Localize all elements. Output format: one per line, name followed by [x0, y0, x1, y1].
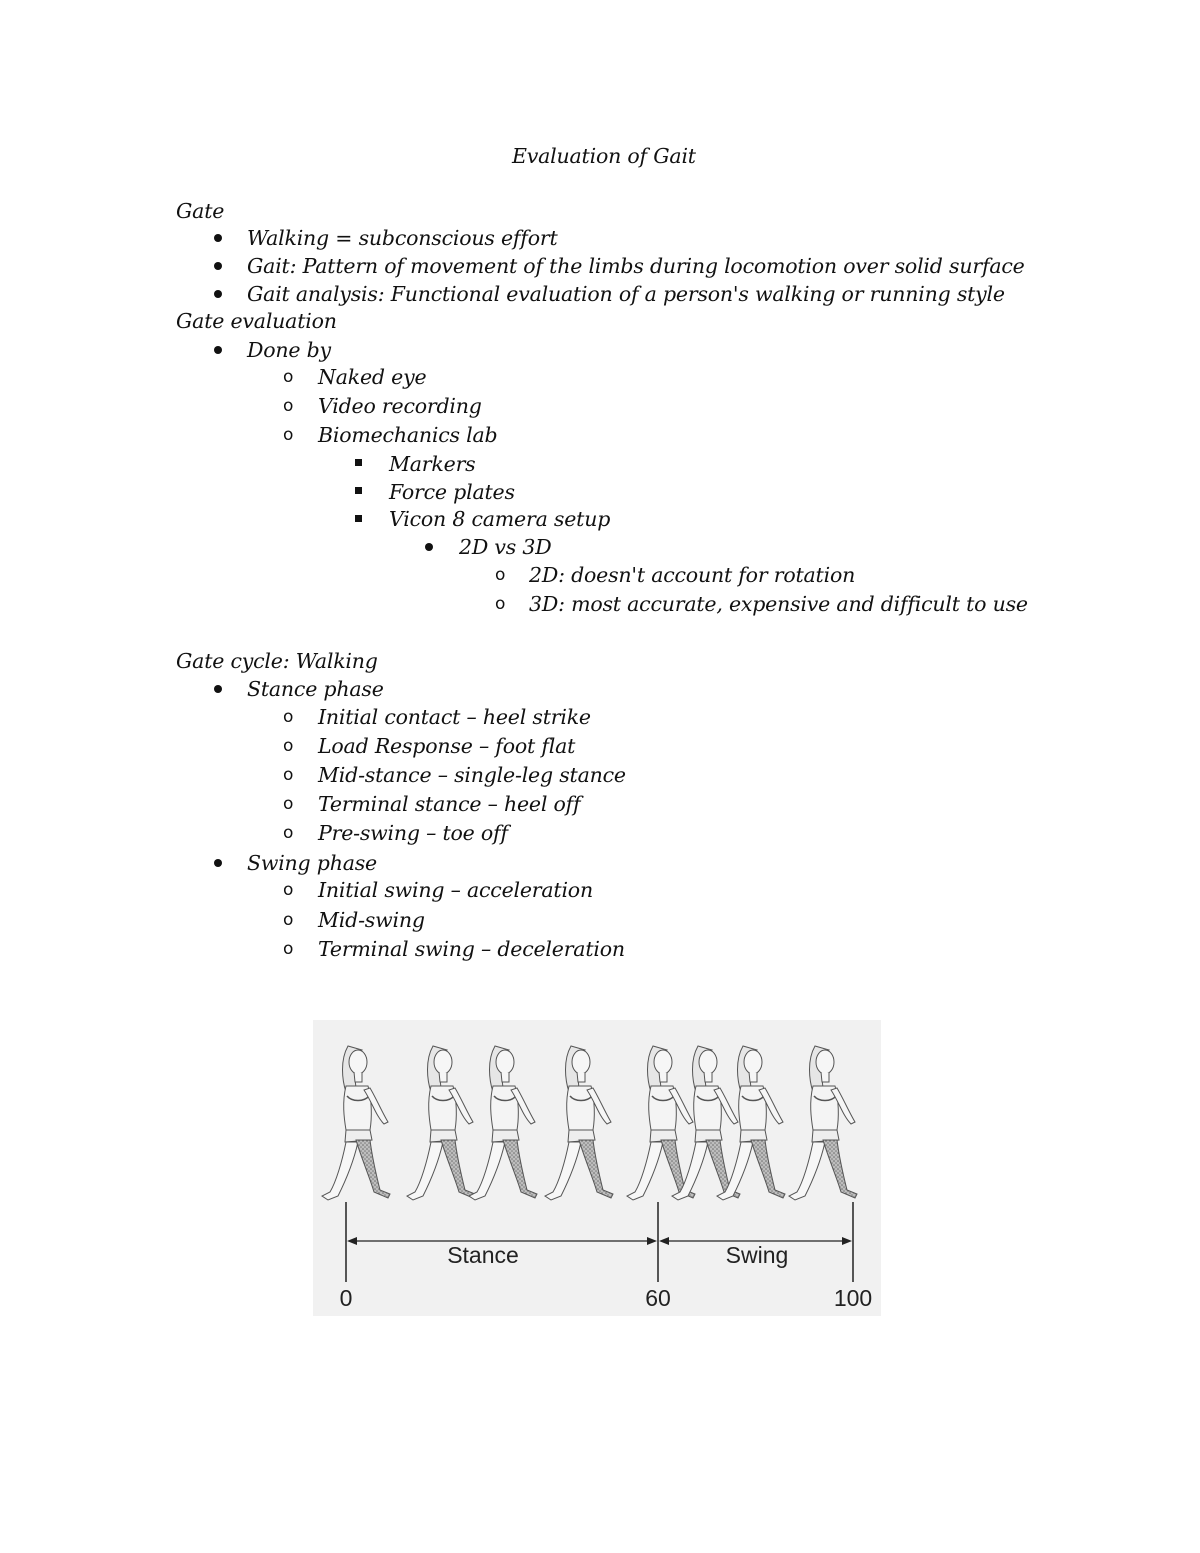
list-item: Walking = subconscious effort [247, 226, 558, 250]
arrowhead [347, 1237, 357, 1245]
list-item: Naked eye [318, 365, 427, 389]
gait-cycle-figure [313, 1020, 881, 1316]
bullet-circle: o [283, 396, 294, 416]
list-item-done-by: Done by [247, 338, 331, 362]
bullet-circle: o [283, 736, 294, 756]
gait-cycle-illustration [313, 1020, 881, 1316]
list-item: Gait: Pattern of movement of the limbs during locomotion over solid surface [247, 254, 1025, 278]
bullet-dot [214, 234, 222, 242]
bullet-circle: o [283, 880, 294, 900]
section-heading-evaluation: Gate evaluation [176, 309, 337, 333]
arrowhead [842, 1237, 852, 1245]
list-item: Vicon 8 camera setup [389, 507, 611, 531]
list-item-swing: Swing phase [247, 851, 377, 875]
list-item: Terminal swing – deceleration [318, 937, 625, 961]
bullet-circle: o [283, 367, 294, 387]
bullet-circle: o [283, 707, 294, 727]
bullet-circle: o [283, 425, 294, 445]
walker-figure [789, 1046, 857, 1200]
bullet-circle: o [495, 594, 506, 614]
stance-label: Stance [447, 1242, 519, 1268]
bullet-dot [214, 346, 222, 354]
section-heading-gate: Gate [176, 199, 225, 223]
bullet-circle: o [283, 939, 294, 959]
list-item: Markers [389, 452, 476, 476]
swing-label: Swing [725, 1242, 789, 1268]
bullet-square [355, 459, 362, 466]
list-item: 3D: most accurate, expensive and difficult to use [529, 592, 1028, 616]
list-item: Pre-swing – toe off [318, 821, 508, 845]
arrowhead [647, 1237, 657, 1245]
list-item: Biomechanics lab [318, 423, 498, 447]
bullet-dot [214, 290, 222, 298]
bullet-circle: o [283, 823, 294, 843]
list-item: Mid-swing [318, 908, 425, 932]
tick-label-start: 0 [339, 1285, 353, 1311]
walker-figure [407, 1046, 475, 1200]
bullet-square [355, 515, 362, 522]
list-item-stance: Stance phase [247, 677, 384, 701]
arrowhead [659, 1237, 669, 1245]
bullet-circle: o [283, 765, 294, 785]
list-item: Video recording [318, 394, 482, 418]
list-item: Force plates [389, 480, 515, 504]
bullet-square [355, 487, 362, 494]
walker-figure [545, 1046, 613, 1200]
bullet-dot [214, 685, 222, 693]
bullet-circle: o [283, 910, 294, 930]
list-item: Terminal stance – heel off [318, 792, 581, 816]
list-item: Initial contact – heel strike [318, 705, 591, 729]
list-item: Gait analysis: Functional evaluation of a person's walking or running style [247, 282, 1005, 306]
list-item: 2D vs 3D [459, 535, 552, 559]
tick-label-end: 100 [833, 1285, 873, 1311]
bullet-dot [214, 262, 222, 270]
bullet-circle: o [495, 565, 506, 585]
walker-figure [322, 1046, 390, 1200]
walker-figure [627, 1046, 695, 1200]
page-title: Evaluation of Gait [512, 144, 696, 168]
section-heading-cycle: Gate cycle: Walking [176, 649, 378, 673]
bullet-dot [214, 859, 222, 867]
list-item: Load Response – foot flat [318, 734, 576, 758]
list-item: Mid-stance – single-leg stance [318, 763, 626, 787]
walker-figure [469, 1046, 537, 1200]
list-item: Initial swing – acceleration [318, 878, 593, 902]
bullet-circle: o [283, 794, 294, 814]
tick-label-mid: 60 [645, 1285, 671, 1311]
bullet-dot [425, 543, 433, 551]
list-item: 2D: doesn't account for rotation [529, 563, 856, 587]
